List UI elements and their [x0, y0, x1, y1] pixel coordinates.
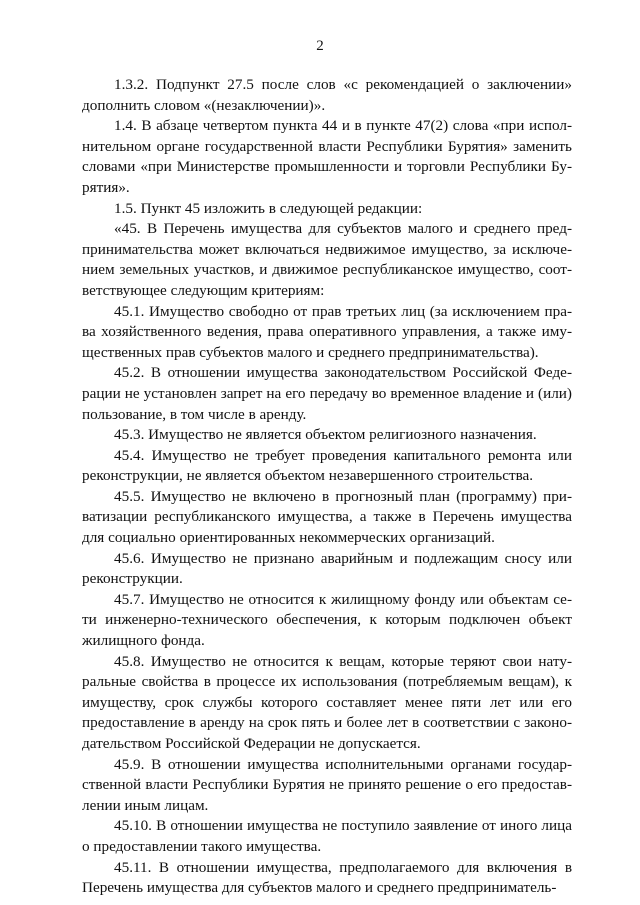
page-number: 2 — [316, 38, 324, 54]
paragraph-45-10: 45.10. В отношении имущества не поступило заявление от иного лица о предоставлении такого имущества. — [82, 817, 572, 855]
paragraph-45-4: 45.4. Имущество не требует проведения капитального ремонта или реконструкции, не является объектом незавершенного строительства. — [82, 446, 572, 485]
paragraph-45-8: 45.8. Имущество не относится к вещам, которые теряют свои натуральные свойства в процессе их использования (потребляемым вещам), к имуществу, срок службы которого составляет менее пяти лет или его предоставление в аренду на срок пять и более лет в соответствии с законодательством Российской Федерации не допускается. — [82, 652, 572, 752]
paragraph-45-5: 45.5. Имущество не включено в прогнозный план (программу) приватизации республиканского имущества, а также в Перечень имущества для социально ориентированных некоммерческих организаций. — [82, 487, 572, 547]
paragraph-45-9: 45.9. В отношении имущества исполнительными органами государственной власти Республики Бурятия не принято решение о его предоставлении иным лицам. — [82, 755, 572, 814]
paragraph-45-3: 45.3. Имущество не является объектом религиозного назначения. — [114, 426, 537, 444]
paragraph-45-11: 45.11. В отношении имущества, предполагаемого для включения в Перечень имущества для субъектов малого и среднего предприниматель- — [82, 858, 572, 897]
document-body — [82, 75, 572, 899]
paragraph-1-3-2: 1.3.2. Подпункт 27.5 после слов «с рекомендацией о заключении» дополнить словом «(незаключении)». — [82, 76, 572, 114]
paragraph-45-2: 45.2. В отношении имущества законодательством Российской Федерации не установлен запрет на его передачу во временное владение и (или) пользование, в том числе в аренду. — [82, 364, 572, 423]
paragraph-45-intro: «45. В Перечень имущества для субъектов малого и среднего предпринимательства может включаться недвижимое имущество, за исключением земельных участков, и движимое республиканское имущество, соответствующее следующим критериям: — [82, 220, 572, 299]
paragraph-45-1: 45.1. Имущество свободно от прав третьих лиц (за исключением права хозяйственного ведения, права оперативного управления, а также имущественных прав субъектов малого и среднего предпринимательства). — [82, 302, 572, 361]
paragraph-45-6: 45.6. Имущество не признано аварийным и подлежащим сносу или реконструкции. — [82, 549, 572, 588]
paragraph-1-4: 1.4. В абзаце четвертом пункта 44 и в пункте 47(2) слова «при исполнительном органе государственной власти Республики Бурятия» заменить словами «при Министерстве промышленности и торговли Республики Бурятия». — [82, 117, 572, 196]
paragraph-1-5: 1.5. Пункт 45 изложить в следующей редакции: — [114, 199, 423, 217]
paragraph-45-7: 45.7. Имущество не относится к жилищному фонду или объектам сети инженерно-технического обеспечения, к которым подключен объект жилищного фонда. — [82, 590, 572, 650]
